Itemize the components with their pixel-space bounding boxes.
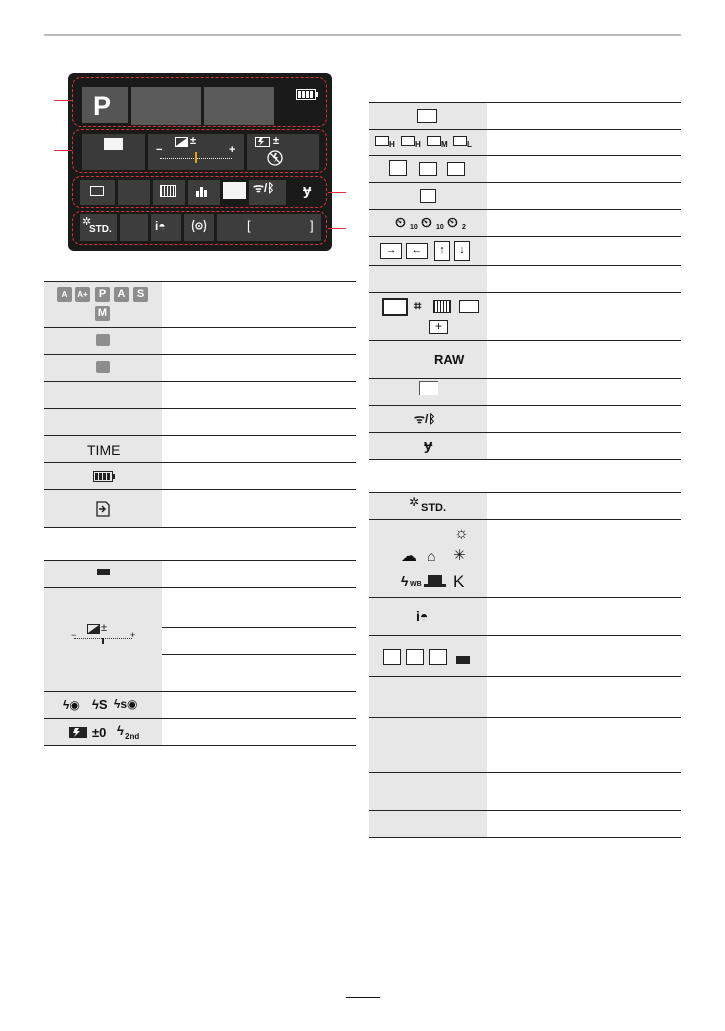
- panorama-right-icon: →: [380, 243, 402, 259]
- callout-line-3: [328, 192, 346, 193]
- mode-m-icon: M: [95, 306, 110, 321]
- highlight-weighted-icon: [456, 656, 470, 664]
- self-timer-10-icon: ⏲: [395, 214, 406, 230]
- table-row: [44, 719, 356, 746]
- section-spacer: [369, 460, 681, 493]
- mode-p-icon: P: [95, 287, 110, 302]
- table-row: [44, 490, 356, 528]
- creative-video-icon: [96, 334, 110, 346]
- 4k-burst-s-icon: [419, 162, 437, 176]
- iso-indicator: [104, 138, 123, 150]
- iso-icon: [97, 569, 110, 575]
- table-row: [369, 433, 681, 460]
- self-timer-2-icon: ⏲: [447, 214, 458, 230]
- table-row: [369, 406, 681, 433]
- table-row: [44, 328, 356, 355]
- flash-2nd-label: 2nd: [125, 732, 140, 741]
- table-row: [369, 266, 681, 293]
- post-focus-icon: [420, 189, 436, 203]
- panorama-left-icon: ←: [406, 243, 428, 259]
- exposure-compensation-icon: [87, 624, 100, 634]
- quality-icon: [195, 185, 209, 197]
- callout-line-2: [54, 150, 72, 151]
- battery-icon: [296, 89, 318, 100]
- mode-s-icon: S: [133, 287, 148, 302]
- single-frame-icon: [417, 109, 437, 123]
- table-row: [369, 520, 681, 598]
- wb-set-base: [424, 584, 446, 587]
- single-frame-icon: [90, 186, 104, 196]
- burst-h-icon: [401, 136, 415, 146]
- table-row: [44, 588, 356, 692]
- burst-sub: L: [467, 140, 472, 149]
- table-row: [44, 463, 356, 490]
- intelligent-dynamic-off-icon: i◓: [155, 219, 166, 233]
- tracking-icon: ⌗: [414, 298, 422, 313]
- raw-label: RAW: [434, 352, 465, 367]
- af-area-icon: [160, 185, 176, 197]
- wifi-bluetooth-icon: ᯤ/ᛒ: [414, 412, 436, 426]
- burst-m-icon: [427, 136, 441, 146]
- table-row: [369, 379, 681, 406]
- custom-mode-icon: [96, 361, 110, 373]
- size-indicator: [223, 182, 246, 199]
- photo-style-label: STD.: [89, 224, 112, 235]
- flash-slow-sync-icon: ϟS: [92, 697, 108, 712]
- table-row: [44, 692, 356, 719]
- wb-incandescent-icon: ✳: [453, 547, 466, 564]
- table-row: [44, 436, 356, 463]
- photo-style-standard-icon: ✲: [82, 216, 92, 228]
- 1-area-icon: +: [429, 320, 448, 334]
- self-timer-sub: 10: [410, 224, 418, 231]
- intelligent-dynamic-off-icon: i◓: [416, 608, 429, 624]
- table-row: [44, 409, 356, 436]
- table-row: [369, 341, 681, 379]
- picture-size-icon: [419, 381, 438, 395]
- photo-style-label: STD.: [421, 502, 447, 514]
- table-row: [369, 130, 681, 156]
- flash-compensation-icon: [69, 727, 87, 738]
- flash-comp-value: ±0: [92, 725, 107, 740]
- bracket-left: [: [247, 218, 251, 233]
- burst-sh-icon: [375, 136, 389, 146]
- wb-cell: [120, 214, 148, 241]
- time-label: TIME: [87, 442, 121, 458]
- wb-flash-icon: ϟ: [401, 573, 409, 589]
- table-row: [369, 156, 681, 183]
- burst-sub: M: [441, 140, 448, 149]
- shutter-speed-cell: [131, 87, 201, 125]
- table-row: [369, 293, 681, 341]
- aperture-cell: [204, 87, 274, 125]
- focus-cell: [118, 180, 150, 205]
- burst-sub: H: [389, 140, 395, 149]
- wb-daylight-icon: ☼: [454, 525, 469, 542]
- panorama-up-icon: ↑: [434, 241, 450, 261]
- self-timer-sub: 10: [436, 224, 444, 231]
- table-row: [369, 811, 681, 838]
- self-timer-sub: 2: [462, 224, 466, 231]
- ev-plus: +: [229, 144, 236, 156]
- table-row: [369, 210, 681, 237]
- face-detection-icon: [382, 298, 408, 316]
- inner-rule: [162, 627, 356, 628]
- bracket-right: ]: [310, 218, 314, 233]
- intelligent-auto-icon: A: [57, 287, 72, 302]
- burst-sub: H: [415, 140, 421, 149]
- table-row: [369, 636, 681, 677]
- multi-metering-icon: [383, 649, 401, 665]
- ev-minus: −: [156, 144, 163, 156]
- header-rule: [44, 34, 681, 36]
- photo-style-standard-icon: ✲: [409, 495, 420, 509]
- 4k-burst-icon: [389, 160, 407, 176]
- ev-marker: [102, 638, 104, 644]
- table-row: [369, 773, 681, 811]
- table-row: [369, 598, 681, 636]
- callout-line-1: [54, 100, 72, 101]
- table-row: [369, 103, 681, 130]
- wb-cloudy-icon: ☁: [401, 548, 417, 565]
- ev-sign: ±: [101, 622, 108, 634]
- 49-area-icon: [433, 300, 451, 313]
- flash-slow-redeye-icon: ϟs◉: [114, 697, 138, 711]
- center-weighted-icon: [406, 649, 424, 665]
- card-access-icon: [96, 501, 110, 517]
- panorama-down-icon: ↓: [454, 241, 470, 261]
- table-row: [369, 237, 681, 266]
- table-row: [44, 282, 356, 328]
- wb-kelvin-icon: K: [453, 572, 465, 591]
- inner-rule: [162, 654, 356, 655]
- wifi-bluetooth-icon: ᯤ/ᛒ: [253, 181, 275, 195]
- table-row: [369, 183, 681, 210]
- table-row: [369, 493, 681, 520]
- custom-multi-icon: [459, 300, 479, 313]
- mode-letter: P: [93, 91, 112, 121]
- table-row: [369, 677, 681, 718]
- section-spacer: [44, 528, 356, 561]
- table-row: [369, 718, 681, 773]
- ev-sign: ±: [190, 135, 197, 147]
- flash-redeye-icon: ϟ◉: [63, 698, 80, 712]
- table-row: [44, 355, 356, 382]
- 4k-pre-burst-icon: [447, 162, 465, 176]
- frames-cell: [217, 214, 321, 241]
- wb-label: WB: [410, 581, 422, 588]
- callout-line-4: [328, 228, 346, 229]
- wrench-icon: ɏ: [424, 437, 433, 454]
- intelligent-auto-plus-icon: A+: [75, 287, 90, 302]
- ev-minus: −: [71, 630, 77, 640]
- wb-set-icon: [428, 575, 442, 584]
- spot-metering-icon: [429, 649, 447, 665]
- mode-a-icon: A: [114, 287, 129, 302]
- page-number-rule: [346, 997, 380, 998]
- wb-shade-icon: ⌂: [427, 548, 436, 564]
- flash-sign: ±: [273, 135, 280, 147]
- flash-off-icon: [267, 150, 283, 166]
- self-timer-10-3-icon: ⏲: [421, 214, 432, 230]
- table-row: [44, 382, 356, 409]
- burst-l-icon: [453, 136, 467, 146]
- battery-icon: [93, 471, 115, 482]
- table-row: [44, 561, 356, 588]
- multi-metering-icon: [191, 218, 207, 234]
- exposure-compensation-icon: [175, 137, 188, 147]
- wrench-icon: ɏ: [303, 182, 312, 199]
- ev-marker: [195, 152, 197, 163]
- flash-compensation-icon: [255, 137, 270, 147]
- ev-plus: +: [130, 630, 136, 640]
- flash-2nd-curtain-icon: ϟ: [117, 723, 124, 738]
